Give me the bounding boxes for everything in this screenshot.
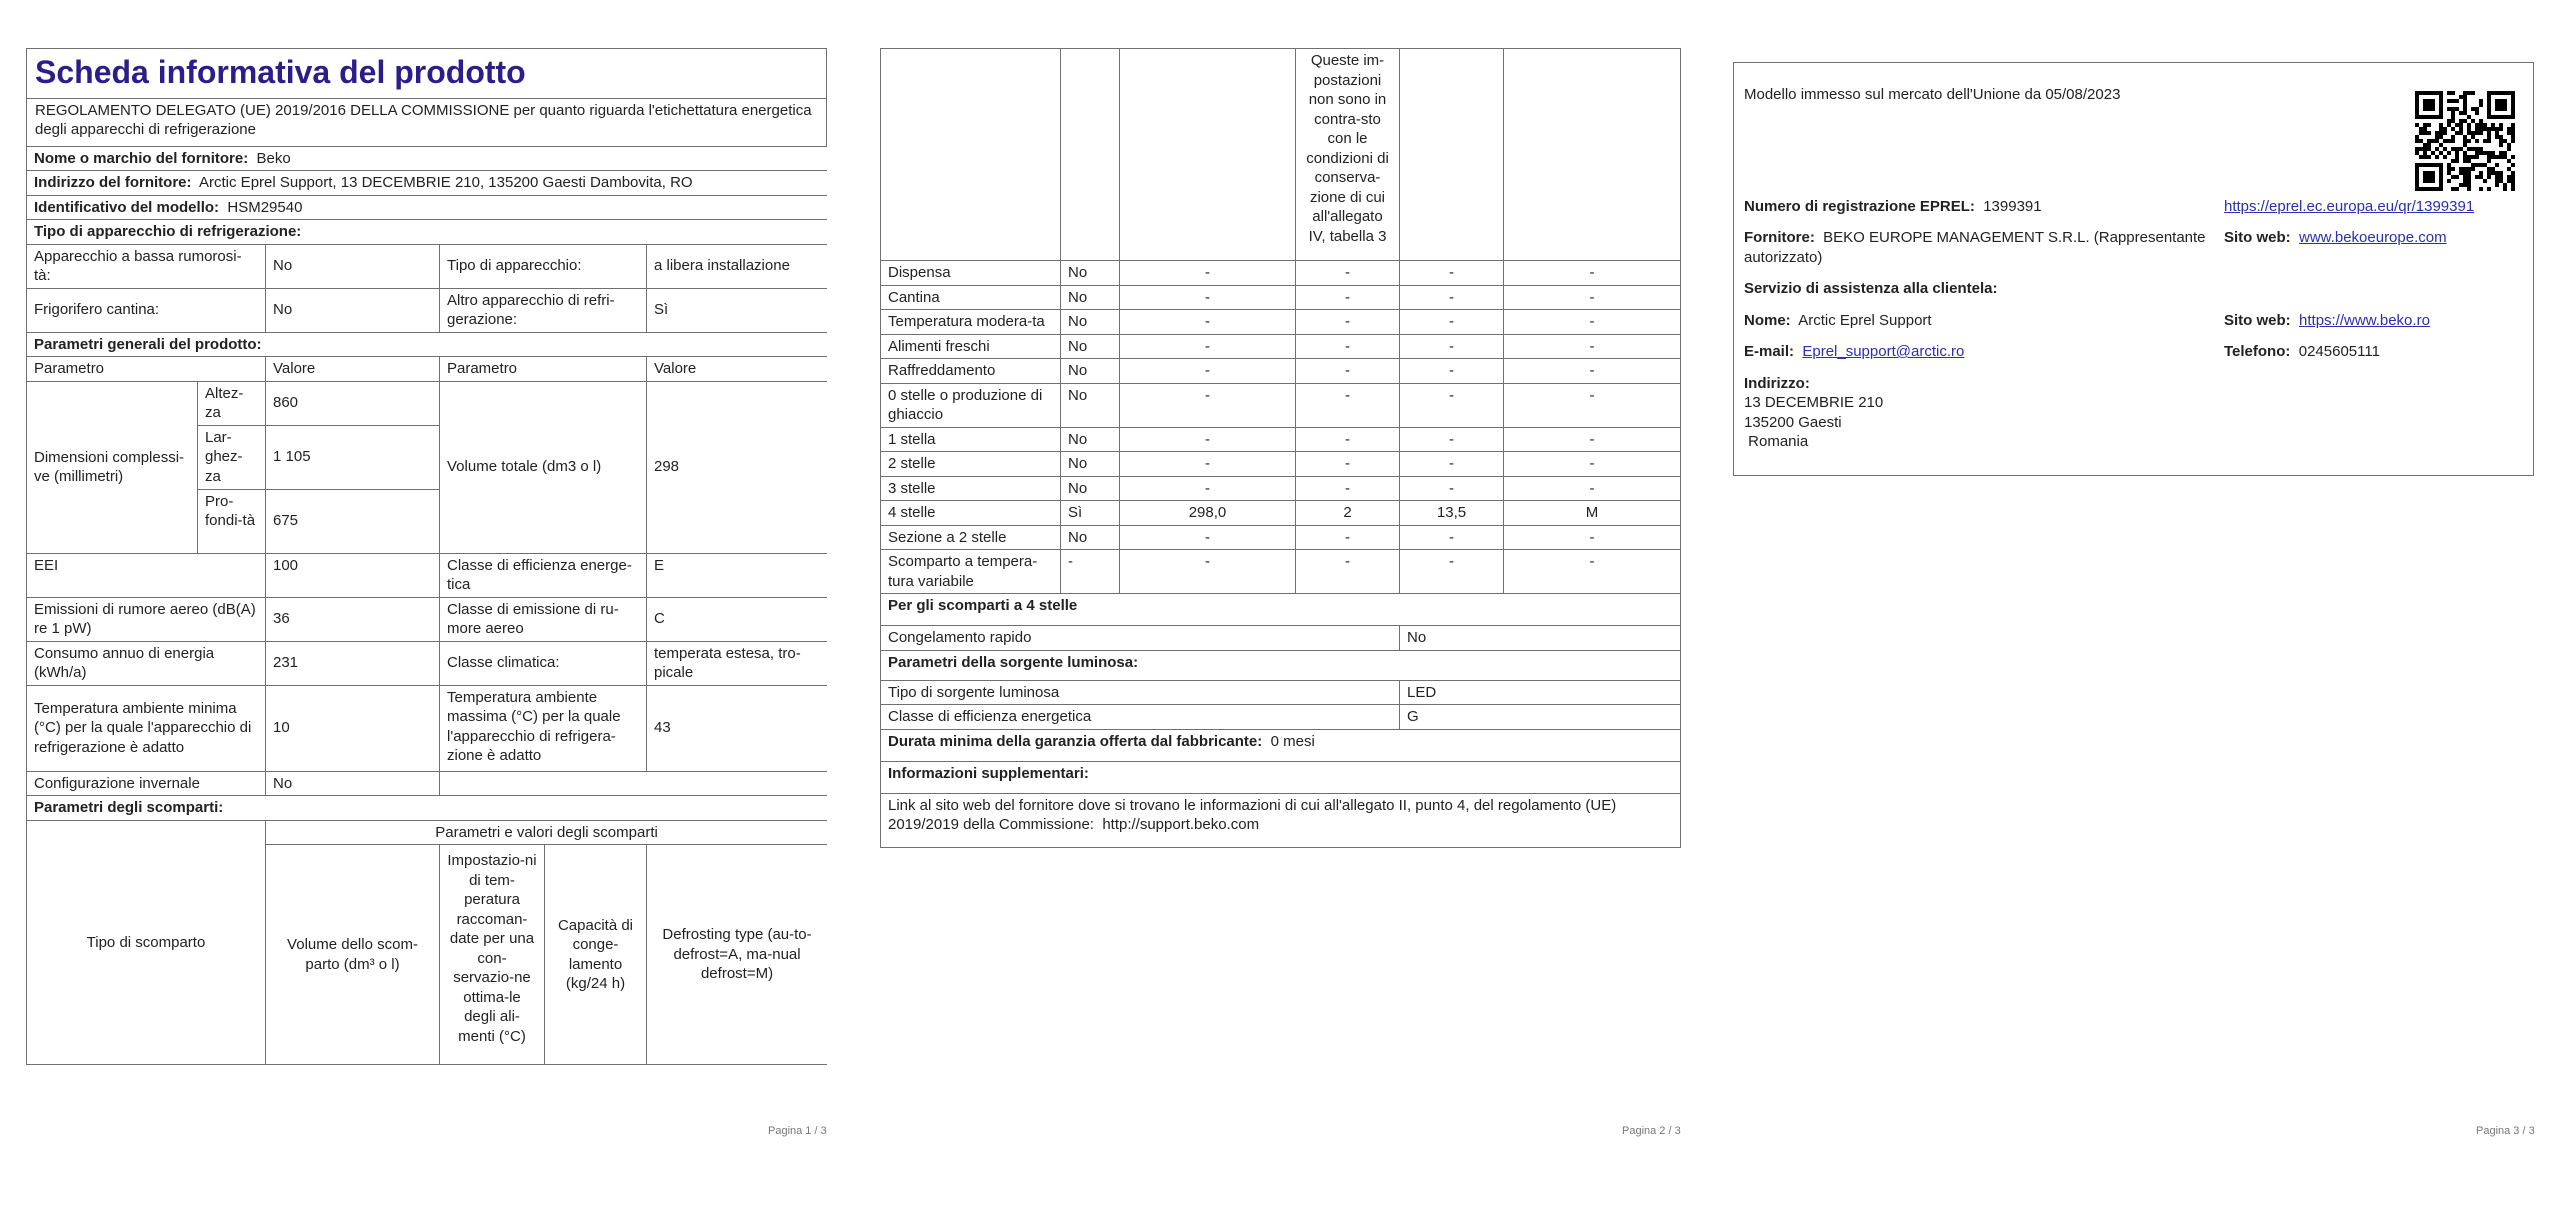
noise-class-value: C [647, 597, 828, 641]
compartment-name: 2 stelle [881, 452, 1061, 477]
value-header: Valore [266, 357, 440, 382]
supplier-website-label: Sito web: [2224, 229, 2291, 246]
compartment-present: No [1061, 261, 1120, 286]
additional-info-text: Link al sito web del fornitore dove si trovano le informazioni di cui all'allegato II, punto 4, del regolamento (UE) 2019/2019 della Commissione: [888, 796, 1617, 833]
light-class-value: G [1400, 705, 1681, 730]
temperature-range-row [27, 685, 828, 771]
model-id: HSM29540 [227, 198, 303, 216]
compartment-present: No [1061, 427, 1120, 452]
compartment-defrost: - [1504, 334, 1681, 359]
noise-emission-value: 36 [266, 597, 440, 641]
supplier-value: BEKO EUROPE MANAGEMENT S.R.L. (Rappresentante autorizzato) [1744, 229, 2206, 266]
compartment-temp: - [1296, 550, 1400, 594]
light-source-heading-row [881, 650, 1681, 680]
model-id-label: Identificativo del modello: [34, 198, 220, 216]
compartment-name: 1 stella [881, 427, 1061, 452]
height-value: 860 [266, 381, 440, 425]
compartment-temp: - [1296, 334, 1400, 359]
compartment-temp: - [1296, 310, 1400, 335]
eprel-label: Numero di registrazione EPREL: [1744, 197, 1975, 215]
supplier-name-label: Nome o marchio del fornitore: [34, 149, 249, 167]
compartment-volume: - [1120, 285, 1296, 310]
contact-row [1744, 342, 2523, 362]
appliance-type-heading-row [27, 220, 828, 245]
noise-row [27, 597, 828, 641]
market-date: Modello immesso sul mercato dell'Unione da 05/08/2023 [1744, 86, 2121, 103]
compartment-volume: - [1120, 261, 1296, 286]
eei-value: 100 [266, 553, 440, 597]
compartment-defrost: - [1504, 285, 1681, 310]
compartment-freezing: - [1400, 310, 1504, 335]
product-info-table [26, 146, 827, 1066]
additional-info-row [881, 793, 1681, 847]
compartment-volume: - [1120, 427, 1296, 452]
compartment-row [881, 550, 1681, 594]
phone-label: Telefono: [2224, 343, 2291, 360]
compartment-volume: - [1120, 525, 1296, 550]
compartment-name: Cantina [881, 285, 1061, 310]
compartment-volume: - [1120, 550, 1296, 594]
other-appliance-value: Sì [647, 288, 828, 332]
compartment-values-heading-row [27, 820, 828, 845]
compartment-freezing: - [1400, 550, 1504, 594]
compartment-row [881, 501, 1681, 526]
total-volume-label: Volume totale (dm3 o l) [440, 381, 647, 553]
compartment-temp: - [1296, 525, 1400, 550]
dimensions-label: Dimensioni complessi-ve (millimetri) [27, 381, 198, 553]
depth-value: 675 [266, 489, 440, 553]
compartment-volume-label: Volume dello scom-parto (dm³ o l) [266, 845, 440, 1065]
phone-value: 0245605111 [2298, 343, 2380, 360]
winter-row [27, 771, 828, 796]
width-value: 1 105 [266, 425, 440, 489]
supplier-row [1744, 228, 2523, 267]
compartment-temp: - [1296, 383, 1400, 427]
light-type-row [881, 680, 1681, 705]
compartment-defrost: - [1504, 550, 1681, 594]
eprel-info-box [1733, 62, 2534, 476]
compartment-temp: - [1296, 261, 1400, 286]
compartment-defrost: - [1504, 525, 1681, 550]
additional-info-heading-row [881, 761, 1681, 793]
compartment-name: Dispensa [881, 261, 1061, 286]
compartment-present: No [1061, 525, 1120, 550]
compartment-defrost: - [1504, 452, 1681, 477]
wine-cooler-value: No [266, 288, 440, 332]
eprel-row [1744, 197, 2523, 217]
device-type-label: Tipo di apparecchio: [440, 244, 647, 288]
compartment-name: 4 stelle [881, 501, 1061, 526]
regulation-text: REGOLAMENTO DELEGATO (UE) 2019/2016 DELLA COMMISSIONE per quanto riguarda l'etichettatura energetica degli apparecchi di refrigerazione [26, 98, 827, 146]
general-params-heading-row [27, 332, 828, 357]
compartment-row [881, 359, 1681, 384]
compartment-name: 0 stelle o produzione di ghiaccio [881, 383, 1061, 427]
compartment-name: Temperatura modera-ta [881, 310, 1061, 335]
compartment-temp: - [1296, 285, 1400, 310]
fast-freeze-value: No [1400, 626, 1681, 651]
compartment-table [880, 48, 1681, 848]
name-value: Arctic Eprel Support [1798, 311, 1932, 329]
compartment-present: No [1061, 285, 1120, 310]
noise-class-label: Classe di emissione di ru-more aereo [440, 597, 647, 641]
eei-row [27, 553, 828, 597]
compartment-volume: - [1120, 383, 1296, 427]
compartment-row [881, 452, 1681, 477]
supplier-label: Fornitore: [1744, 229, 1815, 246]
eei-label: EEI [27, 553, 266, 597]
service-website-label: Sito web: [2224, 311, 2291, 329]
email-label: E-mail: [1744, 343, 1795, 360]
height-row [27, 381, 828, 425]
compartment-volume: - [1120, 310, 1296, 335]
compartment-freezing: - [1400, 334, 1504, 359]
light-type-label: Tipo di sorgente luminosa [881, 680, 1400, 705]
supplier-address-label: Indirizzo del fornitore: [34, 174, 192, 192]
compartment-present: - [1061, 550, 1120, 594]
general-params-heading: Parametri generali del prodotto: [27, 332, 828, 357]
name-label: Nome: [1744, 311, 1791, 329]
page-1 [26, 48, 827, 1160]
compartment-row [881, 285, 1681, 310]
compartment-freezing: - [1400, 476, 1504, 501]
compartment-row [881, 334, 1681, 359]
compartment-row [881, 525, 1681, 550]
compartment-row [881, 310, 1681, 335]
compartment-temp: - [1296, 452, 1400, 477]
compartment-freezing: - [1400, 261, 1504, 286]
compartment-values-heading: Parametri e valori degli scomparti [266, 820, 828, 845]
compartment-volume: 298,0 [1120, 501, 1296, 526]
annual-energy-value: 231 [266, 641, 440, 685]
page-3-footer: Pagina 3 / 3 [2476, 1125, 2535, 1137]
address-block [1744, 374, 2523, 452]
warranty-label: Durata minima della garanzia offerta dal fabbricante: [888, 732, 1263, 750]
annual-energy-row [27, 641, 828, 685]
min-temp-label: Temperatura ambiente minima (°C) per la quale l'apparecchio di refrigerazione è adatto [27, 685, 266, 771]
compartment-defrost: - [1504, 310, 1681, 335]
compartment-present: No [1061, 334, 1120, 359]
supplier-address: Arctic Eprel Support, 13 DECEMBRIE 210, 135200 Gaesti Dambovita, RO [199, 174, 693, 192]
compartment-name: Sezione a 2 stelle [881, 525, 1061, 550]
compartment-row [881, 383, 1681, 427]
light-type-value: LED [1400, 680, 1681, 705]
compartment-params-heading-row [27, 796, 828, 821]
compartment-present: No [1061, 383, 1120, 427]
param-header-2: Parametro [440, 357, 647, 382]
page-2 [880, 48, 1680, 848]
compartment-name: 3 stelle [881, 476, 1061, 501]
service-name-row [1744, 311, 2523, 331]
energy-class-value: E [647, 553, 828, 597]
compartment-freezing: - [1400, 525, 1504, 550]
service-heading: Servizio di assistenza alla clientela: [1744, 280, 1998, 297]
address-line-1: 13 DECEMBRIE 210 [1744, 394, 1884, 411]
low-noise-value: No [266, 244, 440, 288]
eprel-link[interactable]: https://eprel.ec.europa.eu/qr/1399391 [2224, 197, 2475, 215]
storage-conditions-note: Queste im-postazioni non sono in contra-sto con le condizioni di conserva-zione di cui all'allegato IV, tabella 3 [1296, 49, 1400, 261]
compartment-freezing: - [1400, 383, 1504, 427]
recommended-temp-label: Impostazio-ni di tem-peratura raccoman-date per una con-servazio-ne ottima-le degli ali-menti (°C) [440, 845, 545, 1065]
device-type-value: a libera installazione [647, 244, 828, 288]
compartment-volume: - [1120, 452, 1296, 477]
compartment-volume: - [1120, 476, 1296, 501]
service-website-link[interactable]: https://www.beko.ro [2299, 311, 2430, 329]
low-noise-row [27, 244, 828, 288]
support-link[interactable]: http://support.beko.com [1102, 816, 1260, 833]
max-temp-label: Temperatura ambiente massima (°C) per la quale l'apparecchio di refrigera-zione è adatto [440, 685, 647, 771]
defrost-type-label: Defrosting type (au-to-defrost=A, ma-nual defrost=M) [647, 845, 828, 1065]
compartment-name: Scomparto a tempera-tura variabile [881, 550, 1061, 594]
compartment-row [881, 427, 1681, 452]
compartment-header-continuation [881, 49, 1681, 261]
supplier-name: Beko [256, 149, 291, 167]
address-line-2: 135200 Gaesti [1744, 413, 1842, 431]
min-temp-value: 10 [266, 685, 440, 771]
compartment-freezing: - [1400, 427, 1504, 452]
wine-cooler-label: Frigorifero cantina: [27, 288, 266, 332]
compartment-present: Sì [1061, 501, 1120, 526]
page-2-footer: Pagina 2 / 3 [1622, 1125, 1681, 1137]
value-header-2: Valore [647, 357, 828, 382]
other-appliance-label: Altro apparecchio di refri-gerazione: [440, 288, 647, 332]
light-class-row [881, 705, 1681, 730]
params-header-row [27, 357, 828, 382]
fast-freeze-row [881, 626, 1681, 651]
compartment-params-heading: Parametri degli scomparti: [27, 796, 828, 821]
page-1-body [26, 146, 827, 1160]
compartment-temp: - [1296, 359, 1400, 384]
page-3 [1733, 62, 2534, 476]
compartment-freezing: 13,5 [1400, 501, 1504, 526]
compartment-defrost: - [1504, 383, 1681, 427]
supplier-website-link[interactable]: www.bekoeurope.com [2299, 229, 2447, 246]
climate-class-label: Classe climatica: [440, 641, 647, 685]
freezing-capacity-label: Capacità di conge-lamento (kg/24 h) [545, 845, 647, 1065]
warranty-value: 0 mesi [1270, 732, 1315, 750]
width-label: Lar-ghez-za [198, 425, 266, 489]
climate-class-value: temperata estesa, tro-picale [647, 641, 828, 685]
supplier-name-row [27, 146, 828, 171]
compartment-present: No [1061, 476, 1120, 501]
wine-cooler-row [27, 288, 828, 332]
compartment-volume: - [1120, 334, 1296, 359]
qr-code-icon [2415, 91, 2515, 191]
address-line-3: Romania [1744, 433, 1809, 450]
appliance-type-heading: Tipo di apparecchio di refrigerazione: [27, 220, 828, 245]
depth-label: Pro-fondi-tà [198, 489, 266, 553]
height-label: Altez-za [198, 381, 266, 425]
page-title: Scheda informativa del prodotto [26, 48, 827, 98]
max-temp-value: 43 [647, 685, 828, 771]
warranty-row [881, 729, 1681, 761]
compartment-defrost: - [1504, 427, 1681, 452]
compartment-freezing: - [1400, 359, 1504, 384]
supplier-address-row [27, 171, 828, 196]
compartment-freezing: - [1400, 285, 1504, 310]
total-volume-value: 298 [647, 381, 828, 553]
compartment-temp: - [1296, 476, 1400, 501]
email-link[interactable]: Eprel_support@arctic.ro [1802, 343, 1965, 360]
compartment-temp: 2 [1296, 501, 1400, 526]
winter-value: No [266, 771, 440, 796]
compartment-defrost: M [1504, 501, 1681, 526]
compartment-volume: - [1120, 359, 1296, 384]
compartment-row [881, 261, 1681, 286]
compartment-defrost: - [1504, 359, 1681, 384]
compartment-name: Raffreddamento [881, 359, 1061, 384]
model-id-row [27, 195, 828, 220]
energy-class-label: Classe di efficienza energe-tica [440, 553, 647, 597]
compartment-type-label: Tipo di scomparto [27, 820, 266, 1065]
compartment-defrost: - [1504, 476, 1681, 501]
four-star-heading: Per gli scomparti a 4 stelle [881, 594, 1681, 626]
additional-info-heading: Informazioni supplementari: [881, 761, 1681, 793]
compartment-freezing: - [1400, 452, 1504, 477]
fast-freeze-label: Congelamento rapido [881, 626, 1400, 651]
param-header: Parametro [27, 357, 266, 382]
light-class-label: Classe di efficienza energetica [881, 705, 1400, 730]
compartment-row [881, 476, 1681, 501]
address-label: Indirizzo: [1744, 374, 1810, 392]
compartment-present: No [1061, 452, 1120, 477]
compartment-defrost: - [1504, 261, 1681, 286]
annual-energy-label: Consumo annuo di energia (kWh/a) [27, 641, 266, 685]
compartment-name: Alimenti freschi [881, 334, 1061, 359]
eprel-number: 1399391 [1983, 197, 2042, 215]
noise-emission-label: Emissioni di rumore aereo (dB(A) re 1 pW) [27, 597, 266, 641]
light-source-heading: Parametri della sorgente luminosa: [881, 650, 1681, 680]
winter-label: Configurazione invernale [27, 771, 266, 796]
page-1-footer: Pagina 1 / 3 [768, 1125, 827, 1137]
compartment-present: No [1061, 359, 1120, 384]
compartment-temp: - [1296, 427, 1400, 452]
four-star-heading-row [881, 594, 1681, 626]
compartment-present: No [1061, 310, 1120, 335]
low-noise-label: Apparecchio a bassa rumorosi-tà: [27, 244, 266, 288]
